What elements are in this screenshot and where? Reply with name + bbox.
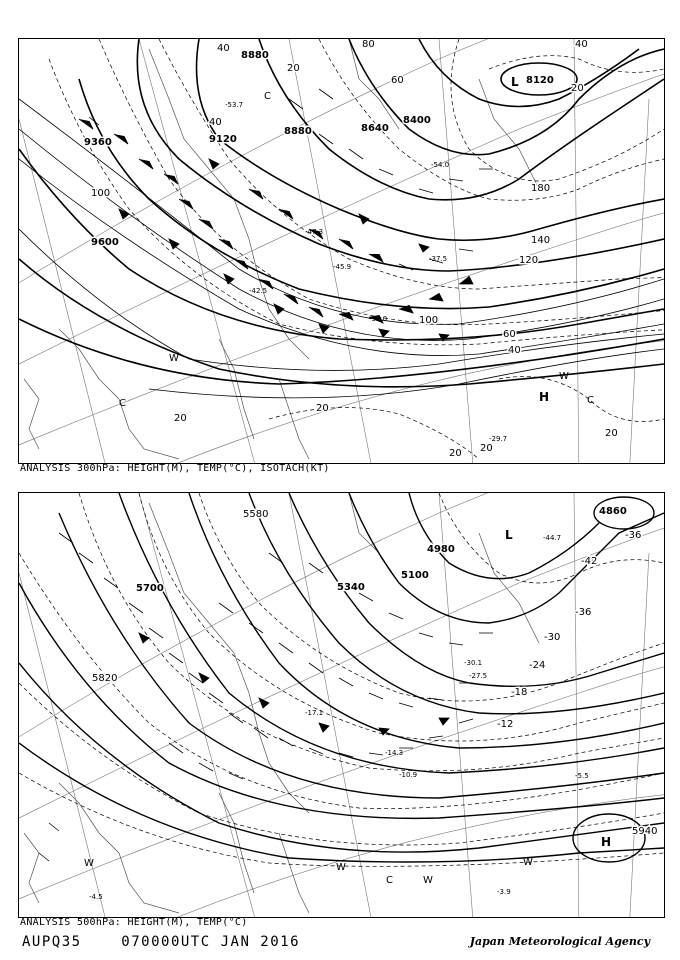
warm-center: W bbox=[336, 862, 346, 873]
temp-label: -54.0 bbox=[431, 161, 450, 169]
height-label: 8640 bbox=[361, 123, 389, 134]
height-label: 9600 bbox=[91, 237, 119, 248]
height-label: 8120 bbox=[526, 75, 554, 86]
isotach-label: 40 bbox=[217, 43, 230, 54]
temp-label: -17.1 bbox=[305, 709, 324, 717]
isotherm-label: -36 bbox=[625, 530, 642, 541]
cold-center: C bbox=[119, 398, 126, 409]
map-300hpa bbox=[19, 39, 664, 463]
height-label: 8880 bbox=[241, 50, 269, 61]
temp-label: -4.5 bbox=[89, 893, 103, 901]
caption-500hpa: ANALYSIS 500hPa: HEIGHT(M), TEMP(°C) bbox=[20, 917, 248, 928]
chart-code: AUPQ35 bbox=[22, 934, 82, 950]
high-center: H bbox=[601, 835, 612, 849]
warm-center: W bbox=[523, 857, 533, 868]
height-labels bbox=[84, 50, 554, 248]
warm-center: W bbox=[423, 875, 433, 886]
isotherm-label: -18 bbox=[511, 687, 528, 698]
isotherm-label: -30 bbox=[544, 632, 561, 643]
isotach-label: 140 bbox=[531, 235, 551, 246]
height-labels bbox=[92, 506, 657, 837]
height-label: 5700 bbox=[136, 583, 164, 594]
height-label: 8880 bbox=[284, 126, 312, 137]
isotherm-label: -42 bbox=[581, 556, 598, 567]
isotach-label: 60 bbox=[503, 329, 516, 340]
height-label: 8400 bbox=[403, 115, 431, 126]
chart-identifier bbox=[22, 934, 300, 950]
isotach-label: 40 bbox=[508, 345, 521, 356]
height-label: 5820 bbox=[92, 673, 118, 684]
temp-label: -47.3 bbox=[305, 228, 324, 236]
height-label: 9360 bbox=[84, 137, 112, 148]
cold-center: C bbox=[386, 875, 393, 886]
wind-barbs bbox=[39, 533, 493, 861]
isotherm-labels bbox=[497, 530, 641, 730]
height-label: 5340 bbox=[337, 582, 365, 593]
caption-300hpa: ANALYSIS 300hPa: HEIGHT(M), TEMP(°C), ISOTACH(KT) bbox=[20, 463, 330, 474]
temp-label: -3.9 bbox=[497, 888, 511, 896]
temp-label: -5.5 bbox=[575, 772, 589, 780]
temp-label: -33.0 bbox=[369, 315, 388, 323]
temp-label: -42.5 bbox=[249, 287, 268, 295]
isotach-label: 20 bbox=[174, 413, 187, 424]
isotach-label: 120 bbox=[519, 255, 539, 266]
temp-label: -45.9 bbox=[333, 263, 352, 271]
isotach-label: 80 bbox=[362, 39, 375, 50]
temp-label: -14.3 bbox=[385, 749, 404, 757]
chart-500hpa bbox=[18, 492, 665, 918]
valid-time: 070000UTC JAN 2016 bbox=[121, 934, 301, 950]
height-label: 4980 bbox=[427, 544, 455, 555]
temp-label: -53.7 bbox=[225, 101, 244, 109]
warm-center: W bbox=[84, 858, 94, 869]
low-center: L bbox=[505, 528, 513, 542]
isotherm-label: -12 bbox=[497, 719, 514, 730]
agency-name: Japan Meteorological Agency bbox=[469, 935, 650, 948]
isotach-label: 20 bbox=[449, 448, 462, 459]
isotach-label: 60 bbox=[391, 75, 404, 86]
height-label: 4860 bbox=[599, 506, 627, 517]
isotach-label: 40 bbox=[209, 117, 222, 128]
chart-300hpa bbox=[18, 38, 665, 464]
height-label: 5940 bbox=[632, 826, 658, 837]
cold-center: C bbox=[587, 395, 594, 406]
height-contours bbox=[19, 39, 664, 387]
temp-labels bbox=[225, 101, 507, 443]
height-label: 9120 bbox=[209, 134, 237, 145]
temp-label: -44.7 bbox=[543, 534, 562, 542]
isotach-label: 20 bbox=[571, 83, 584, 94]
temp-label: -29.7 bbox=[489, 435, 508, 443]
map-500hpa bbox=[19, 493, 664, 917]
temp-label: -27.5 bbox=[469, 672, 488, 680]
temp-label: -30.1 bbox=[464, 659, 483, 667]
isotach-label: 20 bbox=[287, 63, 300, 74]
isotach-label: 20 bbox=[480, 443, 493, 454]
isotach-label: 20 bbox=[605, 428, 618, 439]
isotherm-label: -24 bbox=[529, 660, 546, 671]
warm-center: W bbox=[169, 353, 179, 364]
height-label: 5580 bbox=[243, 509, 269, 520]
isotach-label: 20 bbox=[316, 403, 329, 414]
low-center: L bbox=[511, 75, 519, 89]
high-center: H bbox=[539, 390, 550, 404]
temp-label: -10.9 bbox=[399, 771, 418, 779]
warm-center: W bbox=[559, 371, 569, 382]
graticule bbox=[19, 493, 664, 917]
cold-center: C bbox=[264, 91, 271, 102]
isotach-label: 180 bbox=[531, 183, 551, 194]
height-label: 5100 bbox=[401, 570, 429, 581]
isotherm-label: -36 bbox=[575, 607, 592, 618]
temp-label: -37.5 bbox=[429, 255, 448, 263]
isotach-label: 40 bbox=[575, 39, 588, 50]
isotach-label: 100 bbox=[91, 188, 111, 199]
isotach-label: 100 bbox=[419, 315, 439, 326]
graticule bbox=[19, 39, 664, 463]
